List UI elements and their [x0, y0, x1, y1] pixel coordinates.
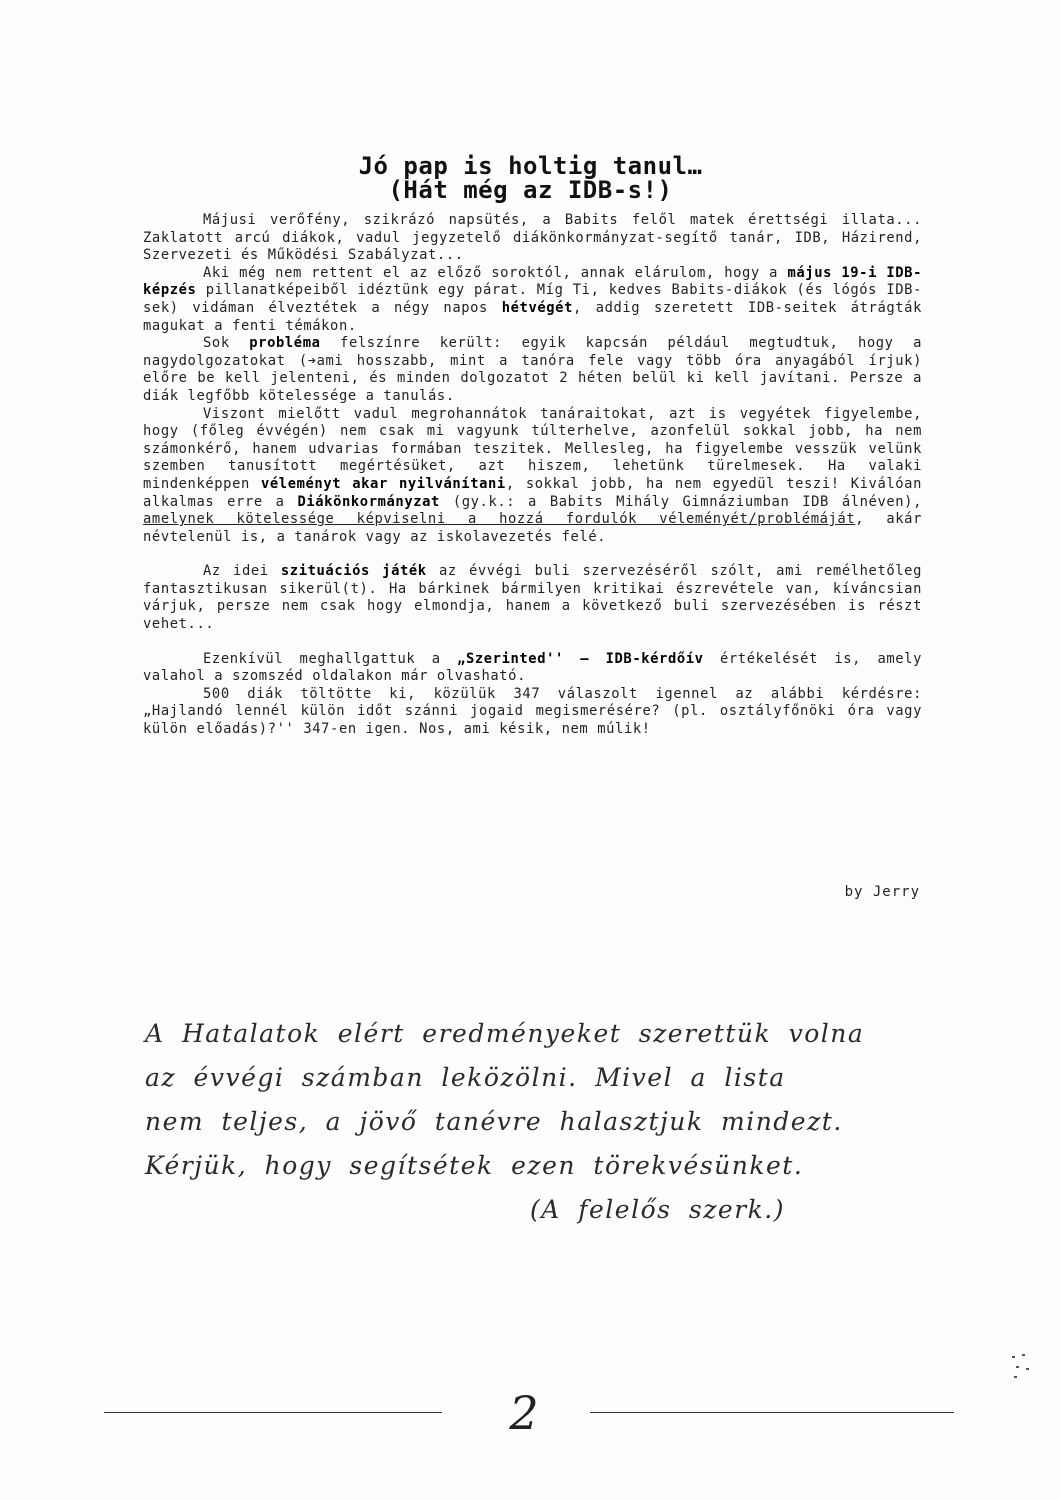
paragraph-6: Ezenkívül meghallgattuk a „Szerinted'' – IDB-kérdőív értékelését is, amely valahol a szomszéd oldalakon már olvasható. — [143, 650, 922, 685]
paragraph-2: Aki még nem rettent el az előző soroktól, annak elárulom, hogy a május 19-i IDB-képzés pillanatképeiből idéztünk egy párat. Míg Ti, kedves Babits-diákok (és lógós IDB-sek) vidáman élveztétek a négy napos hétvégét, addig szeretett IDB-seitek átrágták magukat a fenti témákon. — [143, 264, 922, 334]
handwritten-note — [145, 1012, 935, 1232]
handwritten-line-1: A Hatalatok elért eredményeket szerettük volna — [145, 1019, 865, 1048]
handwritten-line-5: (A felelős szerk.) — [530, 1195, 786, 1224]
article-body — [143, 212, 922, 739]
paragraph-4: Viszont mielőtt vadul megrohannátok tanáraitokat, azt is vegyétek figyelembe, hogy (főleg évvégén) nem csak mi vagyunk túlterhelve, azonfelül sokkal jobb, ha nem számonkérő, hanem udvarias formában teszitek. Mellesleg, ha figyelembe vesszük velünk szemben tanusított megértésüket, azt hiszem, lehetünk türelmesek. Ha valaki mindenképpen véleményt akar nyilvánítani, sokkal jobb, ha nem egyedül teszi! Kiválóan alkalmas erre a Diákönkormányzat (gy.k.: a Babits Mihály Gimnáziumban IDB álnéven), amelynek kötelessége képviselni a hozzá fordulók véleményét/problémáját, akár névtelenül is, a tanárok vagy az iskolavezetés felé. — [143, 405, 922, 545]
footer-rule-left — [104, 1412, 442, 1413]
paragraph-7: 500 diák töltötte ki, közülük 347 válaszolt igennel az alábbi kérdésre: „Hajlandó lennél külön időt szánni jogaid megismerésére? (pl. osztályfőnöki óra vagy külön előadás)?'' 347-en igen. Nos, ami késik, nem múlik! — [143, 685, 922, 738]
paragraph-5: Az idei szituációs játék az évvégi buli szervezéséről szólt, ami remélhetőleg fantasztikusan sikerül(t). Ha bárkinek bármilyen kritikai észrevétele van, kíváncsian várjuk, persze nem csak hogy elmondja, hanem a következő buli szervezésében is részt vehet... — [143, 563, 922, 633]
footer-rule-right — [590, 1412, 954, 1413]
handwritten-line-2: az évvégi számban leközölni. Mivel a lista — [145, 1063, 786, 1092]
page-number: 2 — [509, 1386, 539, 1440]
title-line-2: (Hát még az IDB-s!) — [388, 176, 673, 204]
paragraph-1: Májusi verőfény, szikrázó napsütés, a Babits felől matek érettségi illata... Zaklatott arcú diákok, vadul jegyzetelő diákönkormányzat-segítő tanár, IDB, Házirend, Szervezeti és Működési Szabályzat... — [143, 212, 922, 264]
title-line-1: Jó pap is holtig tanul… — [358, 152, 703, 180]
scan-specks — [1010, 1352, 1040, 1382]
paragraph-3: Sok probléma felszínre került: egyik kapcsán például megtudtuk, hogy a nagydolgozatokat (➔ami hosszabb, mint a tanóra fele vagy több óra anyagából írjuk) előre be kell jelenteni, és minden dolgozatot 2 héten belül ki kell javítani. Persze a diák legfőbb kötelessége a tanulás. — [143, 335, 922, 404]
handwritten-line-4: Kérjük, hogy segítsétek ezen törekvésünket. — [145, 1151, 804, 1180]
signature: by Jerry — [844, 884, 920, 900]
handwritten-line-3: nem teljes, a jövő tanévre halasztjuk mindezt. — [145, 1107, 843, 1136]
